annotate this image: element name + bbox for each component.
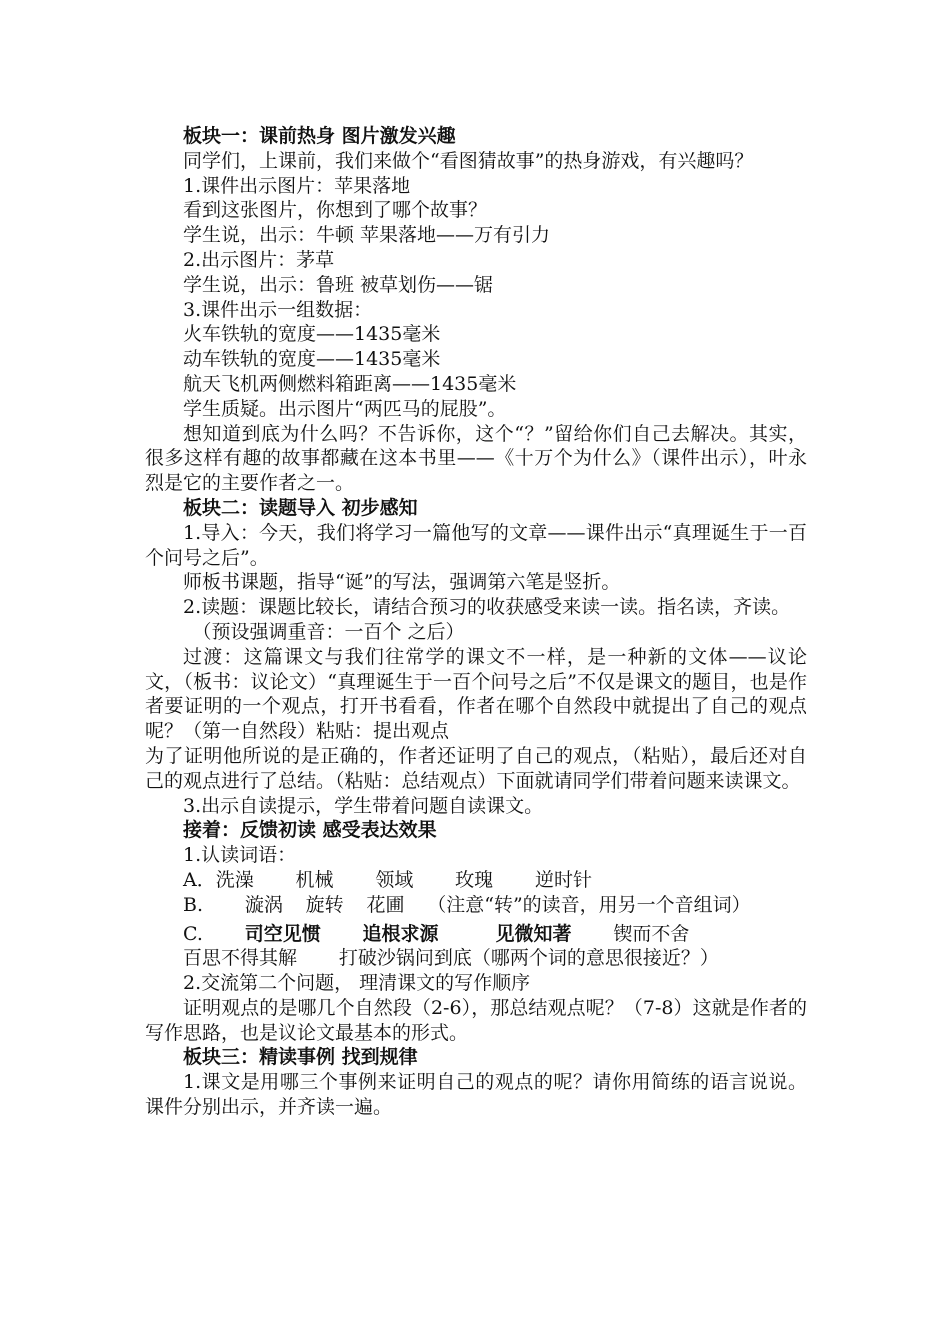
paragraph: 过渡：这篇课文与我们往常学的课文不一样，是一种新的文体——议论文，（板书：议论文）“真理诞生于一百个问号之后”不仅是课文的题目，也是作者要证明的一个观点，打开书看看，作者在哪个自然段中就提出了自己的观点呢？（第一自然段）粘贴：提出观点 (145, 645, 807, 743)
paragraph: 1.课文是用哪三个事例来证明自己的观点的呢？请你用简练的语言说说。课件分别出示，并齐读一遍。 (145, 1071, 807, 1119)
paragraph: 1.导入：今天，我们将学习一篇他写的文章——课件出示“真理诞生于一百个问号之后”。 (145, 521, 807, 569)
paragraph: 2.出示图片：茅草 (183, 248, 335, 271)
note: （注意“转”的读音，用另一个音组词） (427, 893, 751, 916)
paragraph: 1.认读词语： (183, 844, 297, 867)
word: 锲而不舍 (613, 922, 690, 945)
word: 司空见惯 (244, 922, 321, 945)
paragraph: 想知道到底为什么吗？不告诉你，这个“？”留给你们自己去解决。其实，很多这样有趣的故事都藏在这本书里——《十万个为什么》（课件出示），叶永烈是它的主要作者之一。 (145, 422, 807, 495)
word: 打破沙锅问到底（哪两个词的意思很接近？） (338, 947, 719, 970)
word: 领域 (375, 868, 414, 891)
paragraph: 看到这张图片，你想到了哪个故事？ (183, 199, 488, 222)
word: 玫瑰 (455, 868, 494, 891)
word-row-a (145, 868, 807, 893)
paragraph: 3.出示自读提示，学生带着问题自读课文。 (183, 794, 544, 817)
paragraph: 同学们，上课前，我们来做个“看图猜故事”的热身游戏，有兴趣吗？ (183, 149, 754, 172)
word: 追根求源 (362, 922, 439, 945)
paragraph: 2.读题：课题比较长，请结合预习的收获感受来读一读。指名读，齐读。 (183, 596, 791, 619)
word: 花圃 (366, 893, 405, 916)
paragraph: 火车铁轨的宽度——1435毫米 (183, 323, 441, 346)
paragraph: 师板书课题，指导“诞”的写法，强调第六笔是竖折。 (183, 571, 621, 594)
word: 旋转 (305, 893, 344, 916)
paragraph: 学生说，出示：鲁班 被草划伤——锯 (183, 273, 494, 296)
word: 见微知著 (495, 922, 572, 945)
word: 逆时针 (534, 868, 592, 891)
document-body (145, 124, 807, 1120)
paragraph: （预设强调重音：一百个 之后） (192, 620, 465, 643)
paragraph: 1.课件出示图片：苹果落地 (183, 174, 411, 197)
paragraph: 学生说，出示：牛顿 苹果落地——万有引力 (183, 224, 551, 247)
word-row-c (145, 922, 807, 947)
section-heading-1: 板块一：课前热身 图片激发兴趣 (183, 125, 456, 147)
word-row-d (145, 946, 807, 971)
paragraph: 2.交流第二个问题， 理清课文的写作顺序 (183, 972, 531, 995)
word: 百思不得其解 (183, 947, 298, 970)
paragraph: 动车铁轨的宽度——1435毫米 (183, 348, 441, 371)
paragraph: 3.课件出示一组数据： (183, 298, 373, 321)
word: 漩涡 (244, 893, 283, 916)
paragraph: 航天飞机两侧燃料箱距离——1435毫米 (183, 372, 517, 395)
word: A．洗澡 (183, 868, 254, 891)
word: C. (183, 922, 203, 945)
word: 机械 (295, 868, 334, 891)
section-heading-3: 接着：反馈初读 感受表达效果 (183, 819, 437, 842)
word-row-b (145, 893, 807, 918)
paragraph: 学生质疑。出示图片“两匹马的屁股”。 (183, 397, 507, 420)
paragraph: 为了证明他所说的是正确的，作者还证明了自己的观点，（粘贴），最后还对自己的观点进行了总结。（粘贴：总结观点）下面就请同学们带着问题来读课文。 (145, 744, 807, 792)
word: B. (183, 893, 204, 916)
section-heading-2: 板块二：读题导入 初步感知 (183, 496, 418, 519)
paragraph: 证明观点的是哪几个自然段（2-6），那总结观点呢？（7-8）这就是作者的写作思路，也是议论文最基本的形式。 (145, 996, 807, 1044)
section-heading-4: 板块三：精读事例 找到规律 (183, 1046, 418, 1069)
